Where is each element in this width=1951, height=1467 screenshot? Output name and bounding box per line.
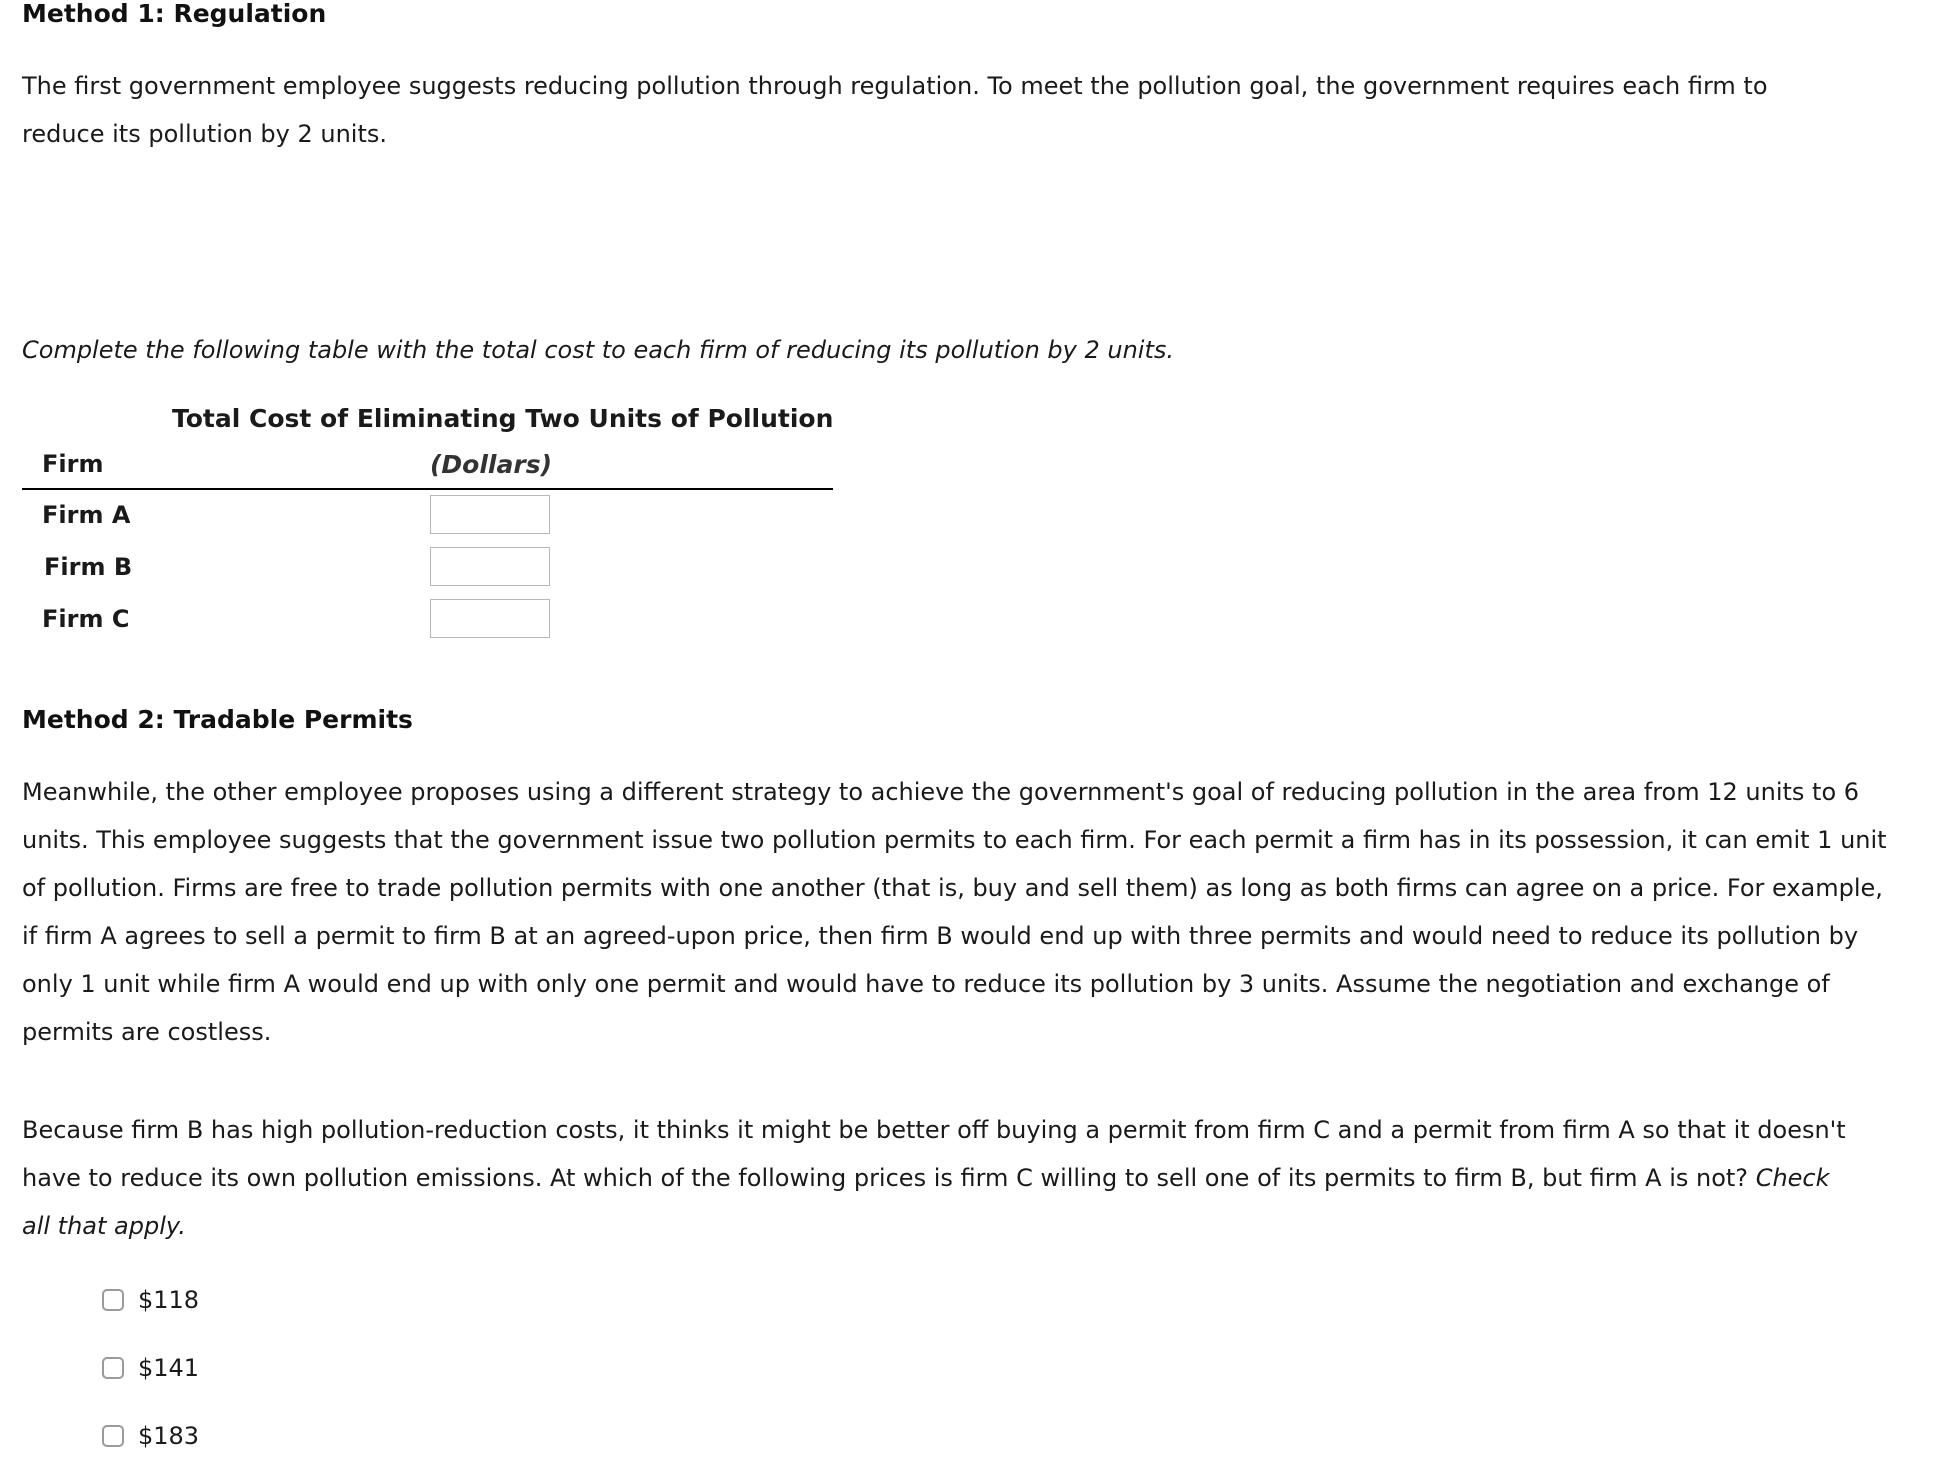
checkbox-118[interactable]: [102, 1289, 124, 1311]
table-header-divider: [22, 488, 833, 490]
firm-c-cost-input[interactable]: [430, 599, 550, 638]
row-label-firm-c: Firm C: [42, 605, 130, 633]
question-text: Because firm B has high pollution-reduction costs, it thinks it might be better off buying a permit from firm C and a permit from firm A so that it doesn't have to reduce its own pollution emissions. At which of the following prices is firm C willing to sell one of its permits to firm B, but firm A is not?: [22, 1116, 1846, 1192]
table-title: Total Cost of Eliminating Two Units of Pollution: [172, 404, 834, 433]
table-row-firm-c: [22, 599, 833, 643]
method2-question: [22, 1106, 1862, 1250]
method2-intro: Meanwhile, the other employee proposes using a different strategy to achieve the government's goal of reducing pollution in the area from 12 units to 6 units. This employee suggests that the government issue two pollution permits to each firm. For each permit a firm has in its possession, it can emit 1 unit of pollution. Firms are free to trade pollution permits with one another (that is, buy and sell them) as long as both firms can agree on a price. For example, if firm A agrees to sell a permit to firm B at an agreed-upon price, then firm B would end up with three permits and would need to reduce its pollution by only 1 unit while firm A would end up with only one permit and would have to reduce its pollution by 3 units. Assume the negotiation and exchange of permits are costless.: [22, 778, 1887, 1046]
method1-heading: Method 1: Regulation: [22, 0, 327, 28]
method2-heading: Method 2: Tradable Permits: [22, 705, 413, 734]
method1-instruction: Complete the following table with the total cost to each firm of reducing its pollution by 2 units.: [22, 336, 1174, 364]
firm-a-cost-input[interactable]: [430, 495, 550, 534]
table-row-firm-b: [22, 547, 833, 591]
checkbox-183[interactable]: [102, 1425, 124, 1447]
row-label-firm-b: Firm B: [44, 553, 133, 581]
question-hint: Check all that apply.: [22, 1164, 1830, 1240]
checkbox-141[interactable]: [102, 1357, 124, 1379]
option-label-183: $183: [138, 1422, 200, 1450]
firm-b-cost-input[interactable]: [430, 547, 550, 586]
method1-intro: The first government employee suggests reducing pollution through regulation. To meet the pollution goal, the government requires each firm to reduce its pollution by 2 units.: [22, 72, 1768, 148]
option-183[interactable]: [102, 1416, 199, 1456]
column-header-firm: Firm: [42, 450, 104, 478]
option-label-118: $118: [138, 1286, 200, 1314]
table-row-firm-a: [22, 495, 833, 539]
column-header-dollars: (Dollars): [430, 450, 552, 479]
option-118[interactable]: [102, 1280, 199, 1320]
row-label-firm-a: Firm A: [42, 501, 131, 529]
option-label-141: $141: [138, 1354, 200, 1382]
option-141[interactable]: [102, 1348, 199, 1388]
